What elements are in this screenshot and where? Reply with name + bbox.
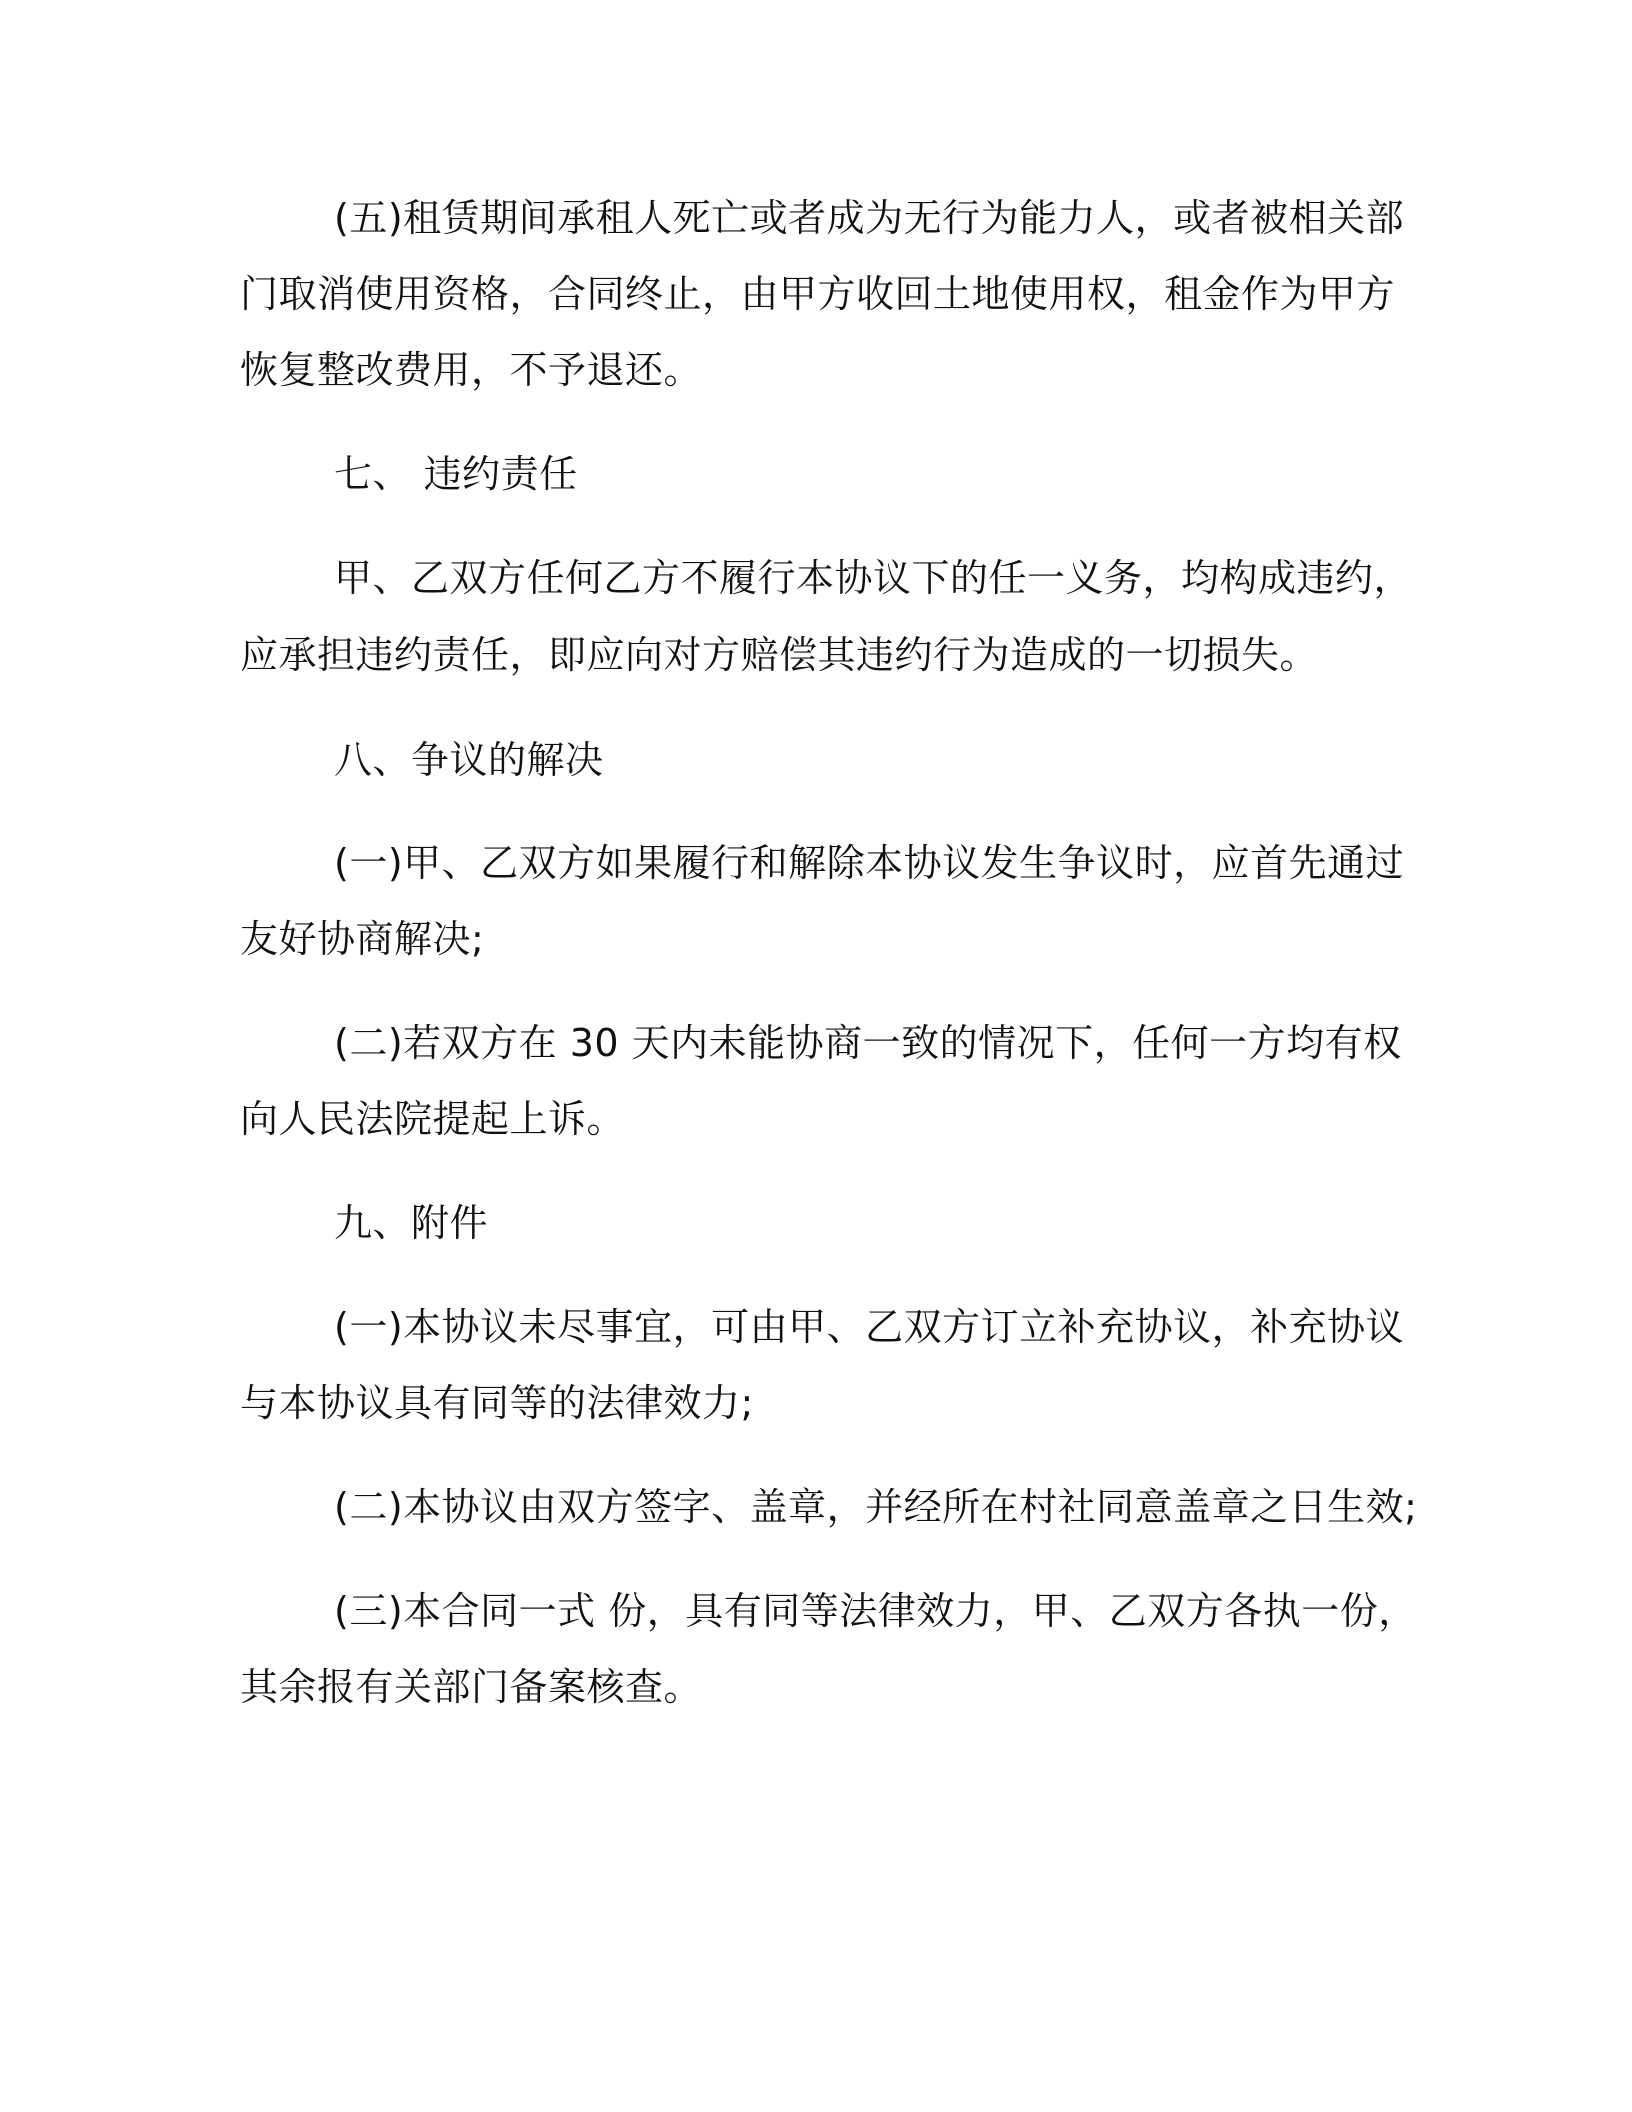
section-9-item-1-line-1: (一)本协议未尽事宜，可由甲、乙双方订立补充协议，补充协议 xyxy=(334,1305,1405,1349)
clause-5-line-1: (五)租赁期间承租人死亡或者成为无行为能力人，或者被相关部 xyxy=(334,196,1405,240)
clause-5-line-2: 门取消使用资格，合同终止，由甲方收回土地使用权，租金作为甲方 xyxy=(240,272,1396,316)
section-8-item-2-line-2: 向人民法院提起上诉。 xyxy=(240,1097,626,1141)
section-9-item-2-line-1: (二)本协议由双方签字、盖章，并经所在村社同意盖章之日生效; xyxy=(334,1485,1418,1529)
clause-5-line-3: 恢复整改费用，不予退还。 xyxy=(240,348,703,392)
section-9-item-3-line-2: 其余报有关部门备案核查。 xyxy=(240,1665,703,1709)
section-8-item-2-line-1: (二)若双方在 30 天内未能协商一致的情况下，任何一方均有权 xyxy=(334,1021,1402,1065)
section-9-item-1-line-2: 与本协议具有同等的法律效力; xyxy=(240,1381,754,1425)
section-7-paragraph-line-2: 应承担违约责任，即应向对方赔偿其违约行为造成的一切损失。 xyxy=(240,633,1319,677)
section-9-heading: 九、附件 xyxy=(334,1201,489,1245)
section-9-item-3-line-1: (三)本合同一式 份，具有同等法律效力，甲、乙双方各执一份， xyxy=(334,1589,1417,1633)
section-7-heading: 七、 违约责任 xyxy=(334,452,578,496)
section-8-item-1-line-2: 友好协商解决; xyxy=(240,917,485,961)
section-8-item-1-line-1: (一)甲、乙双方如果履行和解除本协议发生争议时，应首先通过 xyxy=(334,841,1405,885)
section-7-paragraph-line-1: 甲、乙双方任何乙方不履行本协议下的任一义务，均构成违约， xyxy=(334,556,1413,600)
section-8-heading: 八、争议的解决 xyxy=(334,738,604,782)
